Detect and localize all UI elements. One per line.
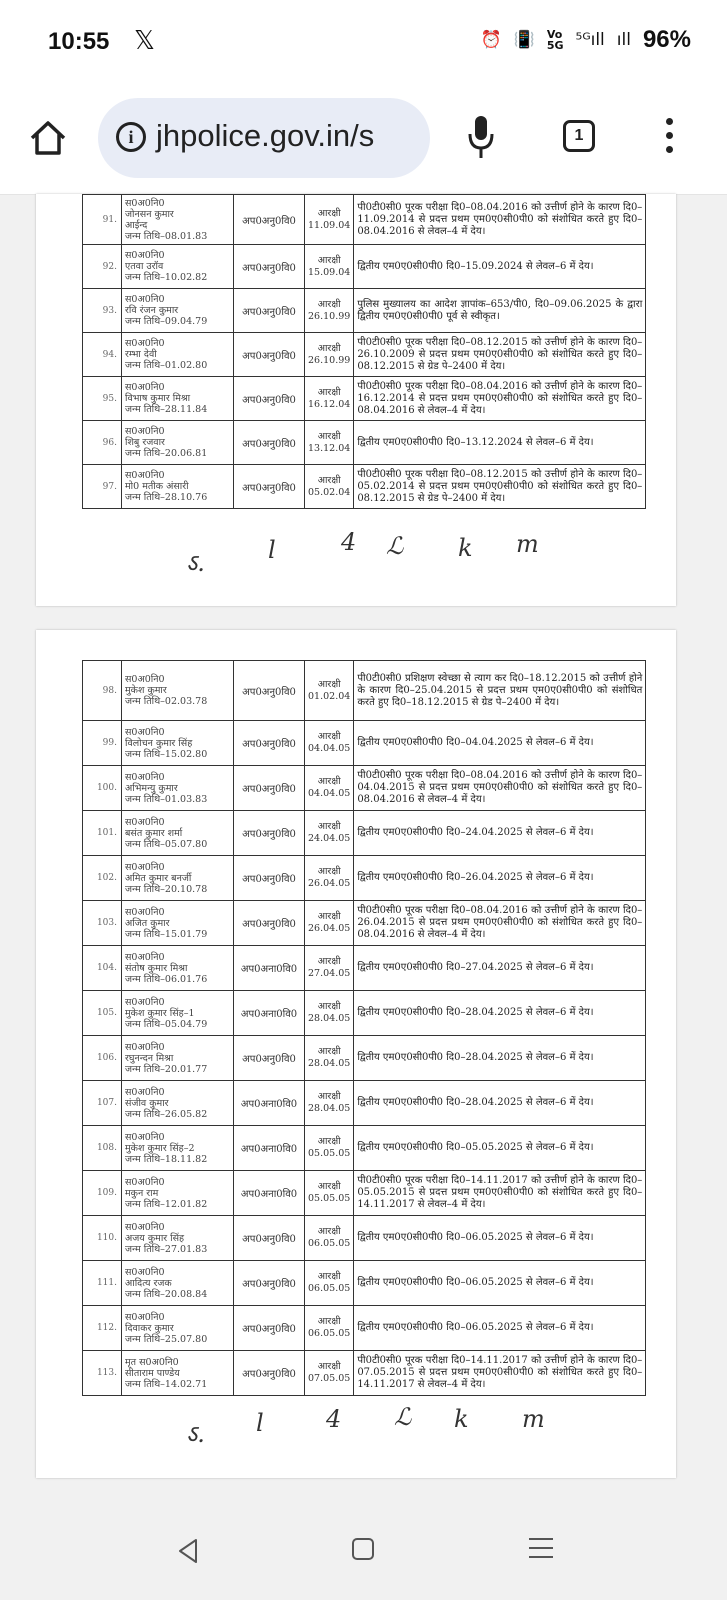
back-icon[interactable] [176, 1538, 200, 1564]
rank-date: 26.04.05 [308, 923, 351, 934]
serial-number: 111. [83, 1261, 122, 1306]
signature-3: 4 [326, 1405, 342, 1433]
name-cell [122, 766, 234, 811]
name-line: रम्भा देवी [125, 349, 157, 360]
table-row [83, 901, 646, 946]
rank-date: 06.05.05 [308, 1238, 351, 1249]
rank-cell [305, 766, 354, 811]
name-line: स0अ0नि0 [125, 951, 165, 963]
name-line: जन्म तिथि–05.07.80 [125, 838, 208, 850]
rank-label: आरक्षी [317, 1226, 341, 1237]
rank-cell [305, 1306, 354, 1351]
name-line: जन्म तिथि–15.01.79 [125, 928, 208, 940]
rank-label: आरक्षी [317, 678, 341, 690]
name-line: अभिमन्यु कुमार [125, 782, 178, 794]
battery-level: 96% [642, 26, 691, 53]
remark-cell: पी0टी0सी0 पूरक परीक्षा दि0–14.11.2017 को उत्तीर्ण होने के कारण दि0–05.05.2015 से प्रदत्त प्रथम एम0ए0सी0पी0 को संशोधित करते हुए दि0–14.11.2017 से लेवल–4 में देय। [354, 1171, 646, 1216]
table-row [83, 1306, 646, 1351]
designation-cell: अप0अना0वि0 [234, 946, 305, 991]
name-cell [122, 421, 234, 465]
name-cell [122, 1081, 234, 1126]
designation-cell: अप0अनु0वि0 [234, 377, 305, 421]
name-cell [122, 1126, 234, 1171]
rank-label: आरक्षी [317, 1316, 341, 1327]
rank-date: 15.09.04 [308, 266, 351, 278]
name-line: स0अ0नि0 [125, 906, 165, 918]
name-cell [122, 1306, 234, 1351]
rank-label: आरक्षी [317, 1181, 341, 1192]
name-line: शिबु रजवार [125, 437, 165, 448]
name-line: स0अ0नि0 [125, 294, 165, 305]
name-line: जन्म तिथि–09.04.79 [125, 316, 208, 327]
rank-cell [305, 721, 354, 766]
tab-switcher-icon[interactable]: 1 [563, 120, 595, 152]
name-line: स0अ0नि0 [125, 861, 165, 873]
url-text[interactable]: jhpolice.gov.in/s [156, 118, 375, 153]
remark-cell: द्वितीय एम0ए0सी0पी0 दि0–28.04.2025 से लेवल–6 में देय। [354, 1036, 646, 1081]
rank-date: 13.12.04 [308, 442, 351, 454]
rank-cell [305, 991, 354, 1036]
name-line: स0अ0नि0 [125, 726, 165, 738]
signature-4: ℒ [394, 1403, 412, 1431]
name-cell [122, 811, 234, 856]
name-line: दिवाकर कुमार [125, 1322, 174, 1334]
name-line: जन्म तिथि–15.02.80 [125, 748, 208, 760]
signal-5g-icon: ⁵ᴳıll [575, 30, 605, 50]
table-row [83, 766, 646, 811]
name-line: जन्म तिथि–01.02.80 [125, 360, 208, 371]
name-cell [122, 721, 234, 766]
rank-date: 01.02.04 [308, 690, 351, 702]
designation-cell: अप0अनु0वि0 [234, 1261, 305, 1306]
name-line: स0अ0नि0 [125, 1221, 165, 1233]
name-line: स0अ0नि0 [125, 1086, 165, 1098]
rank-label: आरक्षी [317, 430, 341, 442]
name-line: जन्म तिथि–20.06.81 [125, 448, 208, 459]
rank-date: 06.05.05 [308, 1283, 351, 1294]
name-line: जन्म तिथि–27.01.83 [125, 1243, 208, 1255]
name-line: जन्म तिथि–14.02.71 [125, 1378, 208, 1390]
name-cell [122, 1261, 234, 1306]
serial-number: 110. [83, 1216, 122, 1261]
serial-number: 102. [83, 856, 122, 901]
remark-cell: द्वितीय एम0ए0सी0पी0 दि0–06.05.2025 से लेवल–6 में देय। [354, 1261, 646, 1306]
serial-number: 106. [83, 1036, 122, 1081]
name-line: अमित कुमार बनर्जी [125, 872, 192, 884]
designation-cell: अप0अनु0वि0 [234, 421, 305, 465]
rank-cell [305, 1171, 354, 1216]
rank-label: आरक्षी [317, 474, 341, 486]
table-row [83, 377, 646, 421]
signature-2: l [256, 1409, 264, 1437]
name-line: संतोष कुमार मिश्रा [125, 962, 188, 974]
rank-date: 05.05.05 [308, 1148, 351, 1159]
table-row [83, 465, 646, 509]
home-icon[interactable] [28, 118, 68, 158]
serial-number: 99. [83, 721, 122, 766]
mic-icon[interactable] [466, 112, 496, 162]
name-line: स0अ0नि0 [125, 1176, 165, 1188]
name-line: जोनसन कुमार [125, 208, 174, 220]
signal-icon: ıll [616, 30, 631, 50]
name-line: स0अ0नि0 [125, 771, 165, 783]
name-cell [122, 1036, 234, 1081]
rank-label: आरक्षी [317, 254, 341, 266]
table-row [83, 1126, 646, 1171]
remark-cell: पी0टी0सी0 प्रशिक्षण स्वेच्छा से त्याग कर दि0–18.12.2015 को उत्तीर्ण होने के कारण दि0–25.04.2015 से प्रदत्त प्रथम एम0ए0सी0पी0 को संशोधित करते हुए दि0–18.12.2015 से ग्रेड पे–2400 में देय। [354, 661, 646, 721]
table-row [83, 1171, 646, 1216]
rank-label: आरक्षी [317, 342, 341, 354]
name-line: आदित्य रजक [125, 1277, 172, 1289]
rank-label: आरक्षी [317, 1361, 341, 1372]
name-cell [122, 465, 234, 509]
name-line: स0अ0नि0 [125, 1131, 165, 1143]
rank-label: आरक्षी [317, 1091, 341, 1102]
name-line: मकुन राम [125, 1187, 159, 1199]
rank-label: आरक्षी [317, 1136, 341, 1147]
rank-label: आरक्षी [317, 776, 341, 787]
name-line: जन्म तिथि–28.10.76 [125, 492, 208, 503]
name-cell [122, 195, 234, 245]
remark-cell: द्वितीय एम0ए0सी0पी0 दि0–24.04.2025 से लेवल–6 में देय। [354, 811, 646, 856]
name-line: अजित कुमार [125, 917, 170, 929]
recents-icon[interactable] [529, 1538, 553, 1565]
name-line: आईन्द [125, 219, 148, 231]
name-line: स0अ0नि0 [125, 197, 165, 209]
signature-3: 4 [341, 528, 357, 556]
signature-1: ऽ. [186, 1420, 205, 1448]
table-row [83, 856, 646, 901]
rank-date: 28.04.05 [308, 1013, 351, 1024]
name-line: स0अ0नि0 [125, 1041, 165, 1053]
signature-5: k [454, 1405, 469, 1433]
designation-cell: अप0अनु0वि0 [234, 901, 305, 946]
rank-date: 07.05.05 [308, 1373, 351, 1384]
rank-date: 24.04.05 [308, 833, 351, 844]
navigation-bar [0, 1500, 727, 1600]
rank-date: 05.05.05 [308, 1193, 351, 1204]
name-cell [122, 946, 234, 991]
name-line: जन्म तिथि–20.01.77 [125, 1063, 208, 1075]
name-line: संजीव कुमार [125, 1097, 169, 1109]
remark-cell: पुलिस मुख्यालय का आदेश ज्ञापांक–653/पी0, दि0–09.06.2025 के द्वारा द्वितीय एम0ए0सी0पी0 पूर्व से स्वीकृत। [354, 289, 646, 333]
name-line: जन्म तिथि–06.01.76 [125, 973, 208, 985]
remark-cell: पी0टी0सी0 पूरक परीक्षा दि0–08.12.2015 को उत्तीर्ण होने के कारण दि0–05.02.2014 से प्रदत्त प्रथम एम0ए0सी0पी0 को संशोधित करते हुए दि0–08.12.2015 से ग्रेड पे–2400 में देय। [354, 465, 646, 509]
table-row [83, 289, 646, 333]
rank-date: 04.04.05 [308, 743, 351, 754]
x-app-icon: 𝕏 [134, 26, 155, 56]
remark-cell: द्वितीय एम0ए0सी0पी0 दि0–13.12.2024 से लेवल–6 में देय। [354, 421, 646, 465]
serial-number: 107. [83, 1081, 122, 1126]
name-cell [122, 901, 234, 946]
name-line: जन्म तिथि–25.07.80 [125, 1333, 208, 1345]
document-table-1 [82, 194, 646, 509]
name-cell [122, 1216, 234, 1261]
designation-cell: अप0अनु0वि0 [234, 195, 305, 245]
name-cell [122, 661, 234, 721]
rank-cell [305, 245, 354, 289]
rank-cell [305, 1216, 354, 1261]
name-line: स0अ0नि0 [125, 996, 165, 1008]
table-row [83, 811, 646, 856]
volte-icon [547, 29, 564, 51]
name-line: जन्म तिथि–20.08.84 [125, 1288, 208, 1300]
rank-label: आरक्षी [317, 1271, 341, 1282]
name-line: स0अ0नि0 [125, 470, 165, 481]
rank-label: आरक्षी [317, 956, 341, 967]
name-line: स0अ0नि0 [125, 674, 165, 685]
table-row [83, 245, 646, 289]
designation-cell: अप0अनु0वि0 [234, 856, 305, 901]
name-line: स0अ0नि0 [125, 382, 165, 393]
rank-cell [305, 1261, 354, 1306]
remark-cell: द्वितीय एम0ए0सी0पी0 दि0–05.05.2025 से लेवल–6 में देय। [354, 1126, 646, 1171]
designation-cell: अप0अना0वि0 [234, 1171, 305, 1216]
status-bar [0, 0, 727, 88]
rank-date: 06.05.05 [308, 1328, 351, 1339]
rank-label: आरक्षी [317, 1001, 341, 1012]
remark-cell: पी0टी0सी0 पूरक परीक्षा दि0–08.12.2015 को उत्तीर्ण होने के कारण दि0–26.10.2009 से प्रदत्त प्रथम एम0ए0सी0पी0 को संशोधित करते हुए दि0–08.12.2015 से ग्रेड पे–2400 में देय। [354, 333, 646, 377]
name-line: अजय कुमार सिंह [125, 1232, 185, 1244]
rank-label: आरक्षी [317, 731, 341, 742]
status-icons [480, 26, 691, 54]
serial-number: 93. [83, 289, 122, 333]
signature-6: m [516, 530, 539, 558]
designation-cell: अप0अनु0वि0 [234, 1351, 305, 1396]
document-page-2 [36, 630, 676, 1478]
rank-label: आरक्षी [317, 207, 341, 219]
signature-6: m [522, 1405, 545, 1433]
designation-cell: अप0अना0वि0 [234, 991, 305, 1036]
name-line: जन्म तिथि–05.04.79 [125, 1018, 208, 1030]
rank-date: 05.02.04 [308, 486, 351, 498]
rank-cell [305, 421, 354, 465]
signature-5: k [458, 534, 473, 562]
designation-cell: अप0अनु0वि0 [234, 1036, 305, 1081]
rank-date: 04.04.05 [308, 788, 351, 799]
name-line: एतवा उरॉव [125, 261, 164, 272]
serial-number: 96. [83, 421, 122, 465]
rank-cell [305, 377, 354, 421]
rank-label: आरक्षी [317, 1046, 341, 1057]
name-line: जन्म तिथि–01.03.83 [125, 793, 208, 805]
name-line: मो0 मतीक अंसारी [125, 481, 189, 492]
designation-cell: अप0अनु0वि0 [234, 465, 305, 509]
name-line: जन्म तिथि–10.02.82 [125, 272, 208, 283]
signatures-2 [36, 1405, 676, 1465]
signatures-1 [36, 528, 676, 594]
name-line: जन्म तिथि–08.01.83 [125, 230, 208, 242]
info-icon[interactable]: i [116, 122, 146, 152]
rank-label: आरक्षी [317, 911, 341, 922]
serial-number: 95. [83, 377, 122, 421]
name-line: जन्म तिथि–12.01.82 [125, 1198, 208, 1210]
name-line: मृत स0अ0नि0 [125, 1356, 179, 1368]
name-line: सीताराम पाण्डेय [125, 1367, 180, 1379]
rank-date: 28.04.05 [308, 1058, 351, 1069]
name-line: स0अ0नि0 [125, 1311, 165, 1323]
rank-cell [305, 289, 354, 333]
name-line: स0अ0नि0 [125, 816, 165, 828]
vibrate-icon: 📳 [513, 30, 535, 50]
table-row [83, 946, 646, 991]
rank-cell [305, 1036, 354, 1081]
table-row [83, 1261, 646, 1306]
volte-top: Vo [546, 28, 563, 41]
name-line: स0अ0नि0 [125, 338, 165, 349]
url-bar[interactable] [98, 98, 430, 178]
remark-cell: द्वितीय एम0ए0सी0पी0 दि0–26.04.2025 से लेवल–6 में देय। [354, 856, 646, 901]
name-cell [122, 333, 234, 377]
alarm-icon: ⏰ [480, 30, 502, 50]
rank-date: 27.04.05 [308, 968, 351, 979]
name-cell [122, 377, 234, 421]
remark-cell: पी0टी0सी0 पूरक परीक्षा दि0–08.04.2016 को उत्तीर्ण होने के कारण दि0–26.04.2015 से प्रदत्त प्रथम एम0ए0सी0पी0 को संशोधित करते हुए दि0–08.04.2016 से लेवल–4 में देय। [354, 901, 646, 946]
rank-cell [305, 195, 354, 245]
rank-cell [305, 465, 354, 509]
status-time: 10:55 [48, 28, 110, 55]
table-row [83, 1081, 646, 1126]
designation-cell: अप0अनु0वि0 [234, 811, 305, 856]
serial-number: 103. [83, 901, 122, 946]
remark-cell: पी0टी0सी0 पूरक परीक्षा दि0–14.11.2017 को उत्तीर्ण होने के कारण दि0–07.05.2015 से प्रदत्त प्रथम एम0ए0सी0पी0 को संशोधित करते हुए दि0–14.11.2017 से लेवल–4 में देय। [354, 1351, 646, 1396]
more-vert-icon[interactable] [666, 118, 674, 158]
remark-cell: द्वितीय एम0ए0सी0पी0 दि0–06.05.2025 से लेवल–6 में देय। [354, 1306, 646, 1351]
rank-date: 26.10.99 [308, 354, 351, 366]
designation-cell: अप0अना0वि0 [234, 1126, 305, 1171]
serial-number: 97. [83, 465, 122, 509]
designation-cell: अप0अनु0वि0 [234, 661, 305, 721]
rank-cell [305, 1126, 354, 1171]
home-button-icon[interactable] [352, 1538, 374, 1560]
name-line: रवि रंजन कुमार [125, 305, 179, 316]
designation-cell: अप0अनु0वि0 [234, 289, 305, 333]
remark-cell: द्वितीय एम0ए0सी0पी0 दि0–28.04.2025 से लेवल–6 में देय। [354, 1081, 646, 1126]
name-cell [122, 1171, 234, 1216]
browser-toolbar [0, 88, 727, 195]
name-line: जन्म तिथि–20.10.78 [125, 883, 208, 895]
table-row [83, 661, 646, 721]
rank-date: 26.10.99 [308, 310, 351, 322]
name-cell [122, 289, 234, 333]
serial-number: 91. [83, 195, 122, 245]
remark-cell: पी0टी0सी0 पूरक परीक्षा दि0–08.04.2016 को उत्तीर्ण होने के कारण दि0–11.09.2014 से प्रदत्त प्रथम एम0ए0सी0पी0 को संशोधित करते हुए दि0–08.04.2016 से लेवल–4 में देय। [354, 195, 646, 245]
rank-date: 28.04.05 [308, 1103, 351, 1114]
remark-cell: द्वितीय एम0ए0सी0पी0 दि0–06.05.2025 से लेवल–6 में देय। [354, 1216, 646, 1261]
name-line: जन्म तिथि–18.11.82 [125, 1153, 208, 1165]
name-line: मुकेश कुमार [125, 685, 167, 696]
serial-number: 92. [83, 245, 122, 289]
name-cell [122, 856, 234, 901]
name-cell [122, 1351, 234, 1396]
rank-cell [305, 661, 354, 721]
signature-2: l [268, 536, 276, 564]
name-line: बसंत कुमार शर्मा [125, 827, 183, 839]
remark-cell: पी0टी0सी0 पूरक परीक्षा दि0–08.04.2016 को उत्तीर्ण होने के कारण दि0–16.12.2014 से प्रदत्त प्रथम एम0ए0सी0पी0 को संशोधित करते हुए दि0–08.04.2016 से लेवल–4 में देय। [354, 377, 646, 421]
table-row [83, 721, 646, 766]
designation-cell: अप0अनु0वि0 [234, 1306, 305, 1351]
name-cell [122, 245, 234, 289]
rank-cell [305, 811, 354, 856]
serial-number: 94. [83, 333, 122, 377]
rank-label: आरक्षी [317, 821, 341, 832]
table-row [83, 421, 646, 465]
name-line: रघुनन्दन मिश्रा [125, 1052, 174, 1064]
rank-cell [305, 1351, 354, 1396]
name-line: मुकेश कुमार सिंह–2 [125, 1142, 195, 1154]
document-page-1 [36, 194, 676, 606]
rank-cell [305, 856, 354, 901]
remark-cell: पी0टी0सी0 पूरक परीक्षा दि0–08.04.2016 को उत्तीर्ण होने के कारण दि0–04.04.2015 से प्रदत्त प्रथम एम0ए0सी0पी0 को संशोधित करते हुए दि0–08.04.2016 से लेवल–4 में देय। [354, 766, 646, 811]
table-row [83, 991, 646, 1036]
name-line: जन्म तिथि–26.05.82 [125, 1108, 208, 1120]
designation-cell: अप0अनु0वि0 [234, 721, 305, 766]
rank-label: आरक्षी [317, 386, 341, 398]
rank-date: 16.12.04 [308, 398, 351, 410]
signature-1: ऽ. [186, 549, 205, 577]
rank-cell [305, 1081, 354, 1126]
name-cell [122, 991, 234, 1036]
table-row [83, 1036, 646, 1081]
serial-number: 100. [83, 766, 122, 811]
document-table-2 [82, 660, 646, 1396]
designation-cell: अप0अनु0वि0 [234, 1216, 305, 1261]
rank-cell [305, 333, 354, 377]
table-row [83, 1351, 646, 1396]
serial-number: 105. [83, 991, 122, 1036]
serial-number: 101. [83, 811, 122, 856]
signature-4: ℒ [386, 532, 404, 560]
designation-cell: अप0अना0वि0 [234, 1081, 305, 1126]
name-line: स0अ0नि0 [125, 1266, 165, 1278]
rank-cell [305, 901, 354, 946]
serial-number: 109. [83, 1171, 122, 1216]
name-line: मुकेश कुमार सिंह–1 [125, 1007, 195, 1019]
rank-cell [305, 946, 354, 991]
serial-number: 112. [83, 1306, 122, 1351]
serial-number: 113. [83, 1351, 122, 1396]
name-line: विलोचन कुमार सिंह [125, 737, 193, 749]
name-line: विभाष कुमार मिश्रा [125, 393, 191, 404]
rank-date: 26.04.05 [308, 878, 351, 889]
serial-number: 98. [83, 661, 122, 721]
remark-cell: द्वितीय एम0ए0सी0पी0 दि0–27.04.2025 से लेवल–6 में देय। [354, 946, 646, 991]
remark-cell: द्वितीय एम0ए0सी0पी0 दि0–15.09.2024 से लेवल–6 में देय। [354, 245, 646, 289]
serial-number: 104. [83, 946, 122, 991]
rank-date: 11.09.04 [308, 219, 351, 231]
name-line: जन्म तिथि–02.03.78 [125, 696, 208, 707]
table-row [83, 1216, 646, 1261]
table-row [83, 195, 646, 245]
designation-cell: अप0अनु0वि0 [234, 766, 305, 811]
designation-cell: अप0अनु0वि0 [234, 333, 305, 377]
name-line: स0अ0नि0 [125, 250, 165, 261]
name-line: जन्म तिथि–28.11.84 [125, 404, 208, 415]
name-line: स0अ0नि0 [125, 426, 165, 437]
rank-label: आरक्षी [317, 298, 341, 310]
volte-bottom: 5G [546, 39, 564, 52]
serial-number: 108. [83, 1126, 122, 1171]
remark-cell: द्वितीय एम0ए0सी0पी0 दि0–28.04.2025 से लेवल–6 में देय। [354, 991, 646, 1036]
rank-label: आरक्षी [317, 866, 341, 877]
remark-cell: द्वितीय एम0ए0सी0पी0 दि0–04.04.2025 से लेवल–6 में देय। [354, 721, 646, 766]
table-row [83, 333, 646, 377]
designation-cell: अप0अनु0वि0 [234, 245, 305, 289]
